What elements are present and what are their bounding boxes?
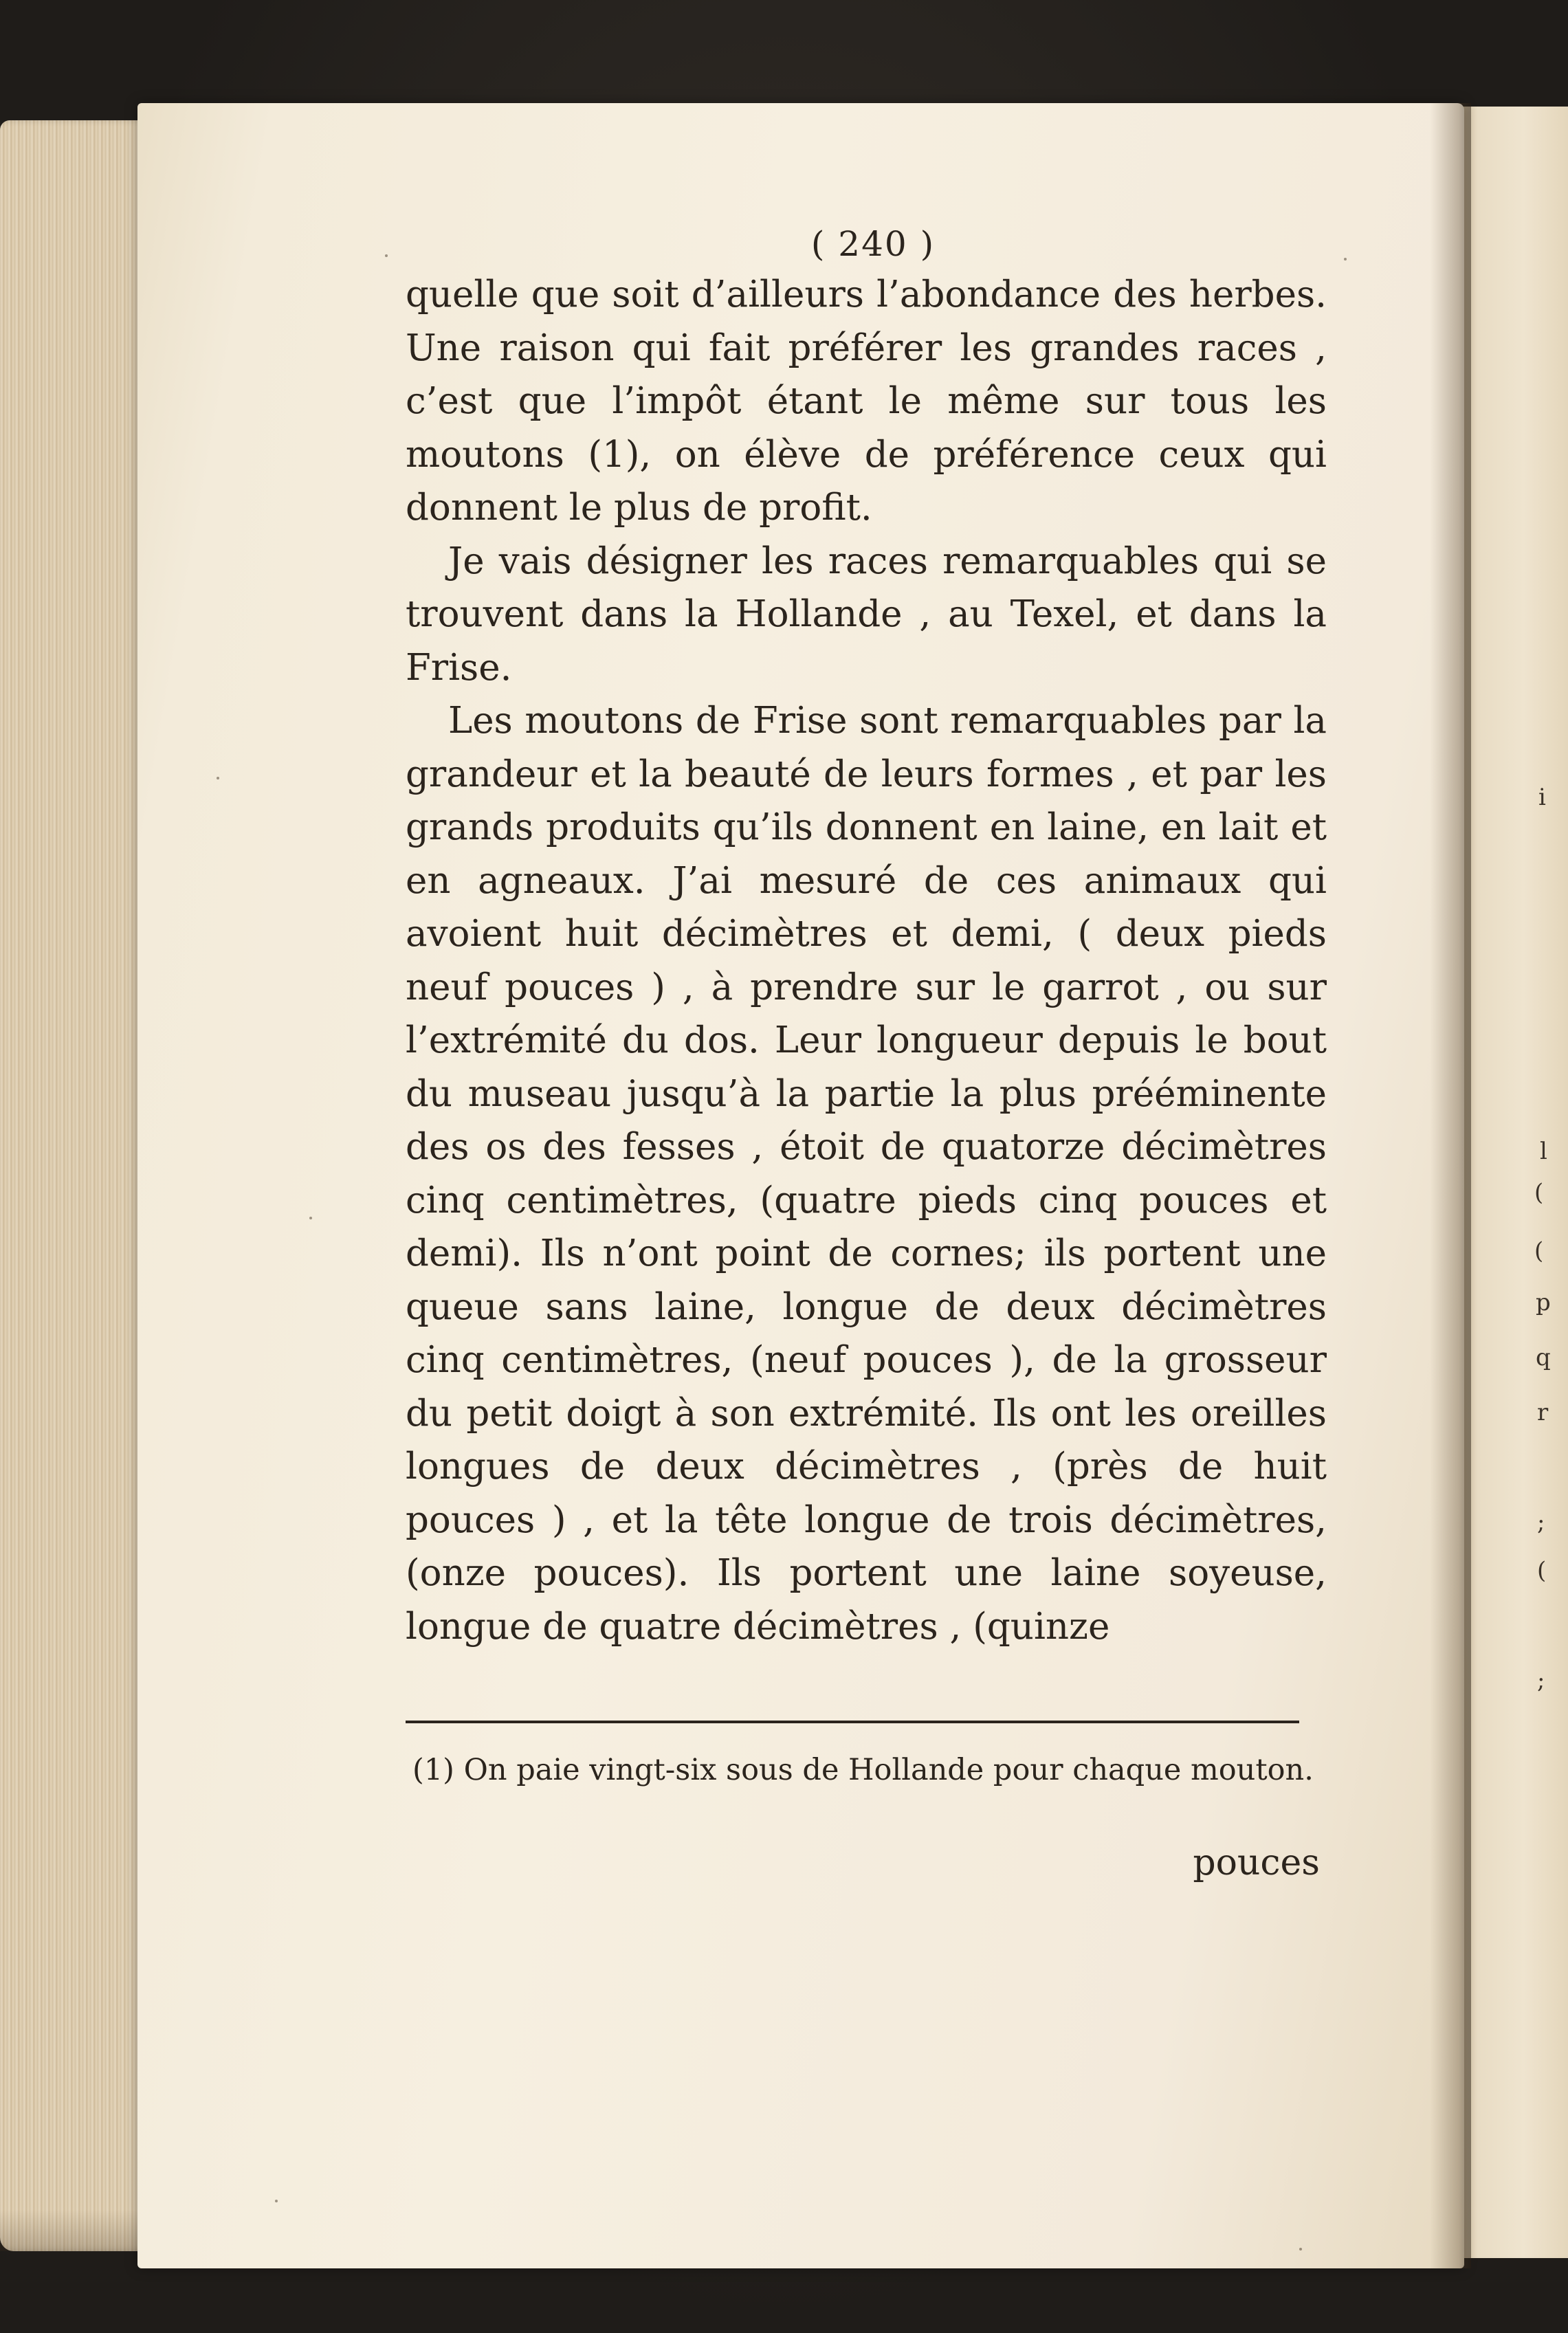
footnote-rule — [406, 1721, 1299, 1723]
facing-page-glyph: p — [1536, 1289, 1551, 1316]
paper-speck — [385, 254, 388, 257]
facing-page-glyph: ( — [1534, 1179, 1544, 1206]
facing-page — [1457, 107, 1568, 2258]
page-number: ( 240 ) — [810, 224, 936, 264]
paragraph: Les moutons de Frise sont remarquables par la grandeur et la beauté de leurs formes , et par les grands produits qu’ils donnent en laine, en lait et en agneaux. J’ai mesuré de ces animaux qui avoient huit décimètres et demi, ( deux pieds neuf pouces ) , à prendre sur le garrot , ou sur l’extrémité du dos. Leur longueur depuis le bout du museau jusqu’à la partie la plus prééminente des os des fesses , étoit de quatorze décimètres cinq centimètres, (quatre pieds cinq pouces et demi). Ils n’ont point de cornes; ils portent une queue sans laine, longue de deux décimètres cinq centimètres, (neuf pouces ), de la grosseur du petit doigt à son extrémité. Ils ont les oreilles longues de deux décimètres , (près de huit pouces ) , et la tête longue de trois décimètres, (onze pouces). Ils portent une laine soyeuse, longue de quatre décimètres , (quinze — [406, 700, 1327, 1648]
text-block — [406, 220, 1327, 1653]
paragraph: quelle que soit d’ailleurs l’abondance des herbes. Une raison qui fait préférer les grandes races , c’est que l’impôt étant le même sur tous les moutons (1), on élève de préférence ceux qui donnent le plus de profit. — [406, 274, 1327, 529]
facing-page-glyph: ; — [1537, 1667, 1545, 1694]
facing-page-glyph: i — [1538, 784, 1546, 811]
paper-speck — [275, 2200, 278, 2202]
facing-page-glyph: ( — [1534, 1237, 1544, 1265]
page-edges — [0, 120, 158, 2251]
footnote: (1) On paie vingt-six sous de Hollande pour chaque mouton. — [412, 1753, 1314, 1787]
catchword: pouces — [1193, 1842, 1320, 1883]
paper-speck — [1299, 2248, 1302, 2251]
paper-speck — [1344, 258, 1347, 261]
page-gutter-shadow — [1430, 103, 1471, 2268]
body-text — [406, 268, 1327, 1653]
paragraph: Je vais désigner les races remarquables qui se trouvent dans la Hollande , au Texel, et dans la Frise. — [406, 540, 1327, 689]
paper-speck — [217, 777, 219, 779]
facing-page-glyph: ; — [1537, 1509, 1545, 1536]
paper-speck — [309, 1217, 312, 1219]
facing-page-glyph: l — [1540, 1138, 1547, 1165]
facing-page-glyph: q — [1536, 1344, 1551, 1371]
facing-page-glyph: r — [1537, 1399, 1549, 1426]
facing-page-glyph: ( — [1537, 1557, 1547, 1584]
